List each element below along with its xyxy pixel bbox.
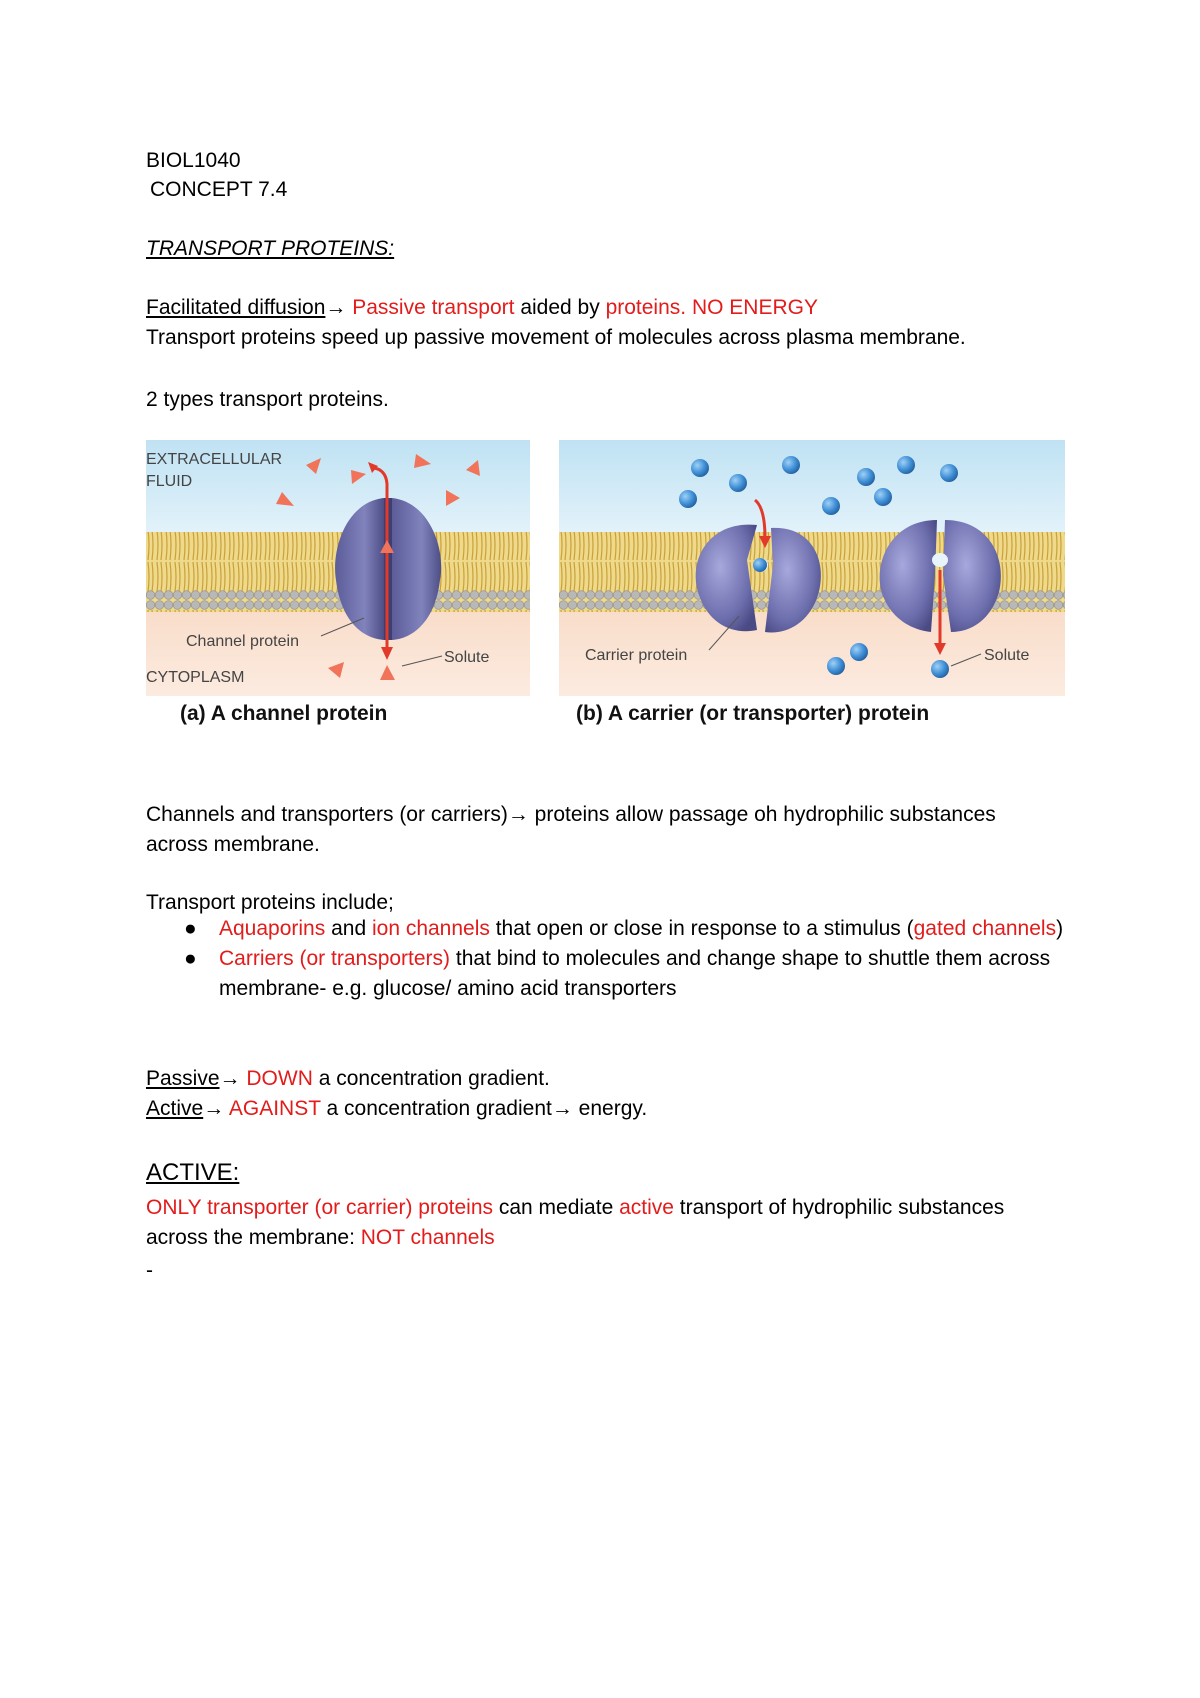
channels-text-b: proteins allow passage oh hydrophilic substances [528,803,996,826]
down-text: DOWN [246,1067,313,1090]
passive-transport-text: Passive transport [352,296,515,319]
arrow-icon: → [507,803,529,826]
term-active: Active [146,1097,204,1120]
arrow-icon: → [219,1067,241,1090]
include-heading: Transport proteins include; [146,891,394,914]
channels-paragraph-line2: across membrane. [146,833,320,856]
proteins-text: proteins. [605,296,687,319]
active-para-line2: across the membrane: NOT channels [146,1226,495,1249]
active-heading: ACTIVE: [146,1159,240,1186]
carrier-protein-diagram [559,440,1065,696]
list-item: ● Aquaporins and ion channels that open or close in response to a stimulus (gated channels) [146,914,1076,944]
bullet-icon: ● [184,947,197,970]
term-passive: Passive [146,1067,220,1090]
extracellular-label: EXTRACELLULAR [146,451,283,468]
solute-label-a: Solute [444,649,490,666]
channels-text: Channels and transporters (or carriers) [146,803,508,826]
fluid-label: FLUID [146,473,193,490]
carrier-protein-label: Carrier protein [585,647,688,664]
aided-by-text: aided by [514,296,606,319]
passive-line: Passive→ DOWN a concentration gradient. [146,1067,550,1090]
solute-label-b: Solute [984,647,1030,664]
caption-b: (b) A carrier (or transporter) protein [576,702,930,725]
active-line: Active→ AGAINST a concentration gradient→ energy. [146,1097,648,1120]
cytoplasm-label: CYTOPLASM [146,669,245,686]
active-para-line1: ONLY transporter (or carrier) proteins can mediate active transport of hydrophilic substances [146,1196,1005,1219]
bullet-icon: ● [184,917,197,940]
channel-protein-diagram [146,440,530,696]
concept-number: CONCEPT 7.4 [150,178,288,201]
caption-a: (a) A channel protein [180,702,388,725]
channels-paragraph-line1 [146,800,996,830]
arrow-icon: → [203,1097,225,1120]
section-title: TRANSPORT PROTEINS: [146,237,395,260]
facilitated-description: Transport proteins speed up passive movement of molecules across plasma membrane. [146,326,966,349]
arrow-icon: → [551,1097,573,1120]
term-facilitated-diffusion: Facilitated diffusion [146,296,326,319]
course-code: BIOL1040 [146,149,241,172]
types-line: 2 types transport proteins. [146,388,389,411]
facilitated-diffusion-line [146,293,818,323]
no-energy-text: NO ENERGY [691,296,818,319]
against-text: AGAINST [228,1097,321,1120]
list-item: ● Carriers (or transporters) that bind to molecules and change shape to shuttle them across membrane- e.g. glucose/ amino acid transporters [146,944,1076,1004]
transport-protein-list [146,914,1076,1004]
transport-protein-figure [146,440,1061,740]
arrow-icon: → [325,296,347,319]
channel-protein-label: Channel protein [186,633,299,650]
trailing-dash: - [146,1259,153,1282]
